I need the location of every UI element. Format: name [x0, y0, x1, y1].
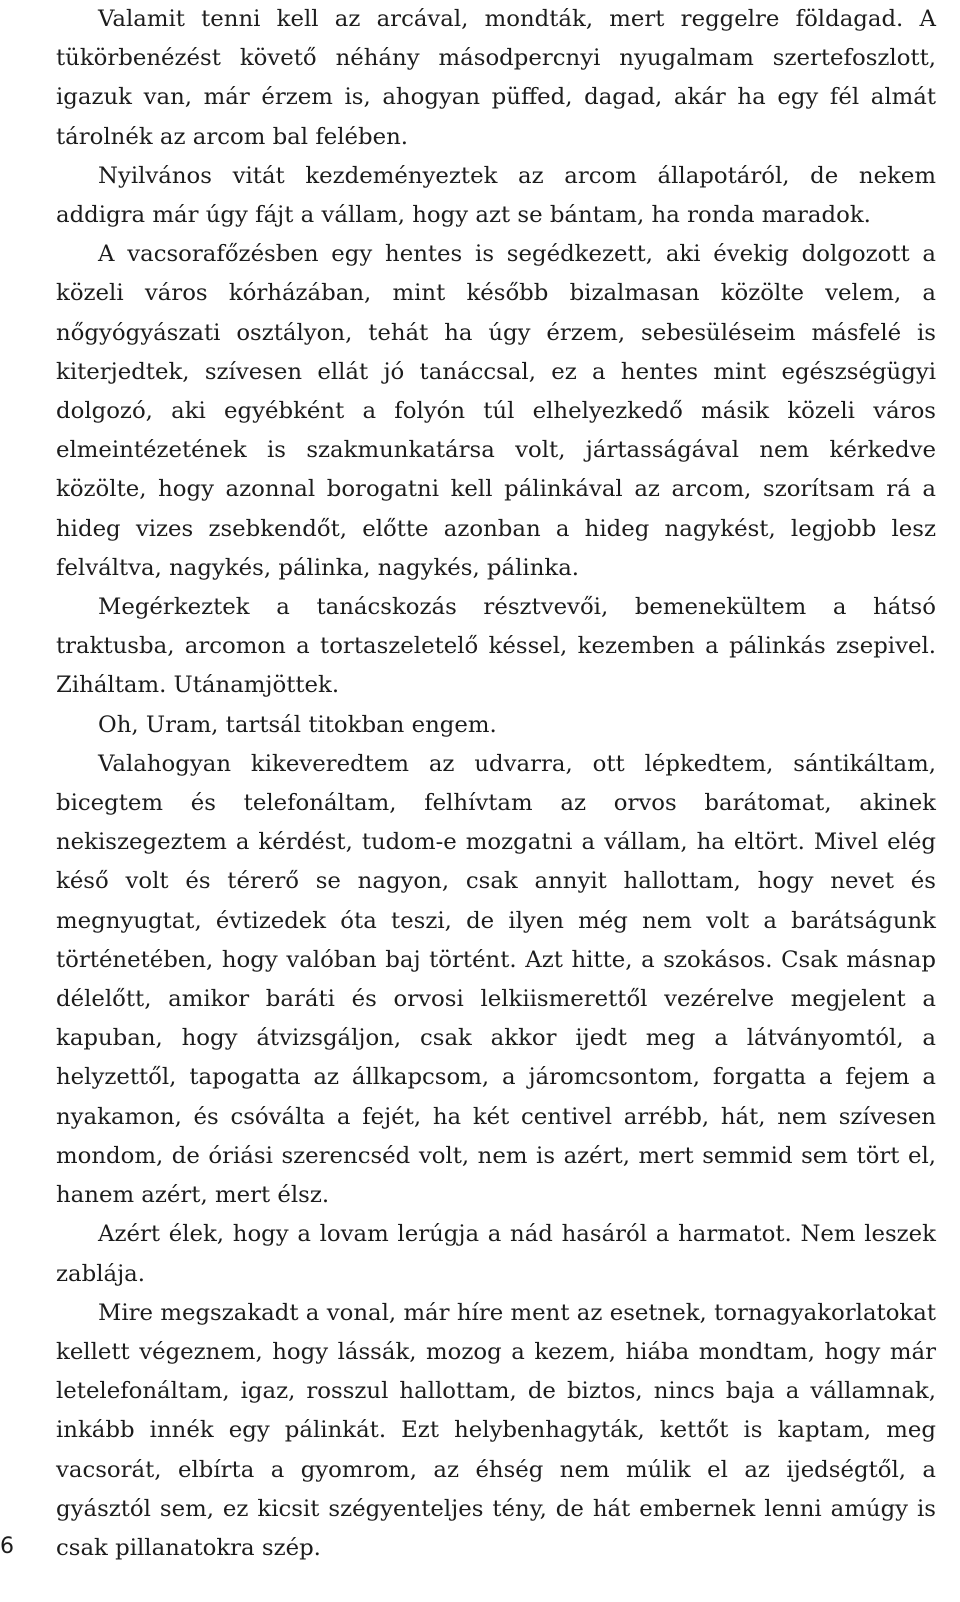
paragraph: A vacsorafőzésben egy hentes is segédkezett, aki évekig dolgozott a közeli város kórházában, mint később bizalmasan közölte velem, a nőgyógyászati osztályon, tehát ha úgy érzem, sebesüléseim másfelé is kiterjedtek, szívesen ellát jó tanáccsal, ez a hentes mint egészségügyi dolgozó, aki egyébként a folyón túl elhelyezkedő másik közeli város elmeintézetének is szakmunkatársa volt, jártasságával nem kérkedve közölte, hogy azonnal borogatni kell pálinkával az arcom, szorítsam rá a hideg vizes zsebkendőt, előtte azonban a hideg nagykést, legjobb lesz felváltva, nagykés, pálinka, nagykés, pálinka. — [56, 241, 936, 581]
paragraph: Valamit tenni kell az arcával, mondták, mert reggelre földagad. A tükörbenézést követő néhány másodpercnyi nyugalmam szertefoszlott, igazuk van, már érzem is, ahogyan püffed, dagad, akár ha egy fél almát tárolnék az arcom bal felében. — [56, 6, 936, 150]
paragraph: Oh, Uram, tartsál titokban engem. — [98, 711, 497, 738]
paragraph: Valahogyan kikeveredtem az udvarra, ott lépkedtem, sántikáltam, bicegtem és telefonáltam, felhívtam az orvos barátomat, akinek nekiszegeztem a kérdést, tudom-e mozgatni a vállam, ha eltört. Mivel elég késő volt és térerő se nagyon, csak annyit hallottam, hogy nevet és megnyugtat, évtizedek óta teszi, de ilyen még nem volt a barátságunk történetében, hogy valóban baj történt. Azt hitte, a szokásos. Csak másnap délelőtt, amikor baráti és orvosi lelkiismerettől vezérelve megjelent a kapuban, hogy átvizsgáljon, csak akkor ijedt meg a látványomtól, a helyzettől, tapogatta az állkapcsom, a járomcsontom, forgatta a fejem a nyakamon, és csóválta a fejét, ha két centivel arrébb, hát, nem szívesen mondom, de óriási szerencséd volt, nem is azért, mert semmid sem tört el, hanem azért, mert élsz. — [56, 750, 936, 1209]
paragraph: Nyilvános vitát kezdeményeztek az arcom állapotáról, de nekem addigra már úgy fájt a vállam, hogy azt se bántam, ha ronda maradok. — [56, 162, 936, 229]
paragraph: Azért élek, hogy a lovam lerúgja a nád hasáról a harmatot. Nem leszek zablája. — [56, 1221, 936, 1287]
body-text — [56, 0, 936, 1568]
paragraph: Megérkeztek a tanácskozás résztvevői, bemenekültem a hátsó traktusba, arcomon a tortaszeletelő késsel, kezemben a pálinkás zsepivel. Ziháltam. Utánamjöttek. — [56, 594, 936, 699]
paragraph: Mire megszakadt a vonal, már híre ment az esetnek, tornagyakorlatokat kellett végeznem, hogy lássák, mozog a kezem, hiába mondtam, hogy már letelefonáltam, igaz, rosszul hallottam, de biztos, nincs baja a vállamnak, inkább innék egy pálinkát. Ezt helybenhagyták, kettőt is kaptam, meg vacsorát, elbírta a gyomrom, az éhség nem múlik el az ijedségtől, a gyásztól sem, ez kicsit szégyenteljes tény, de hát embernek lenni amúgy is csak pillanatokra szép. — [56, 1299, 936, 1561]
page-number: 6 — [0, 1534, 14, 1559]
